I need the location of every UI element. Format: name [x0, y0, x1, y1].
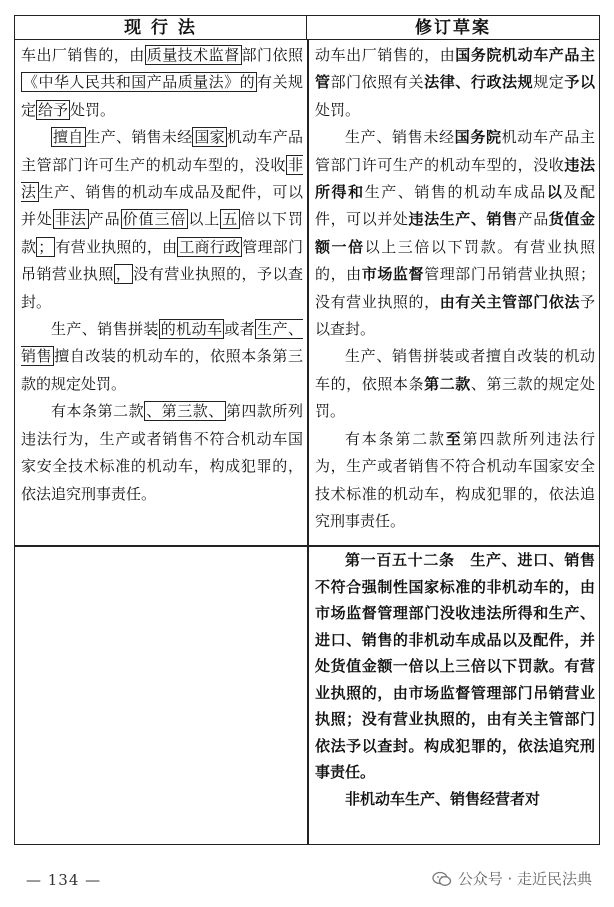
current-paragraph-3: 生产、销售拼装 的机动车 或者 生产、销售 擅自改装的机动车的，依照本条第三款的规定处罚。 — [21, 320, 303, 393]
watermark-text: 公众号 · 走近民法典 — [457, 870, 592, 888]
header-draft-revision: 修订草案 — [307, 16, 599, 40]
page-number: — 134 — — [26, 871, 102, 889]
draft-paragraph-2: 生产、销售未经国务院机动车产品主管部门许可生产的机动车型的，没收违法所得和生产、销售的机动车成品以及配件，可以并处违法生产、销售产品货值金额一倍以上三倍以下罚款。有营业执照的，由市场监督管理部门吊销营业执照；没有营业执照的，由有关主管部门依法予以查封。 — [315, 128, 595, 339]
current-paragraph-2: 擅自 生产、销售未经 国家 机动车产品主管部门许可生产的机动车型的，没收 非法 生产、销售的机动车成品及配件，可以并处 非法 产品 价值三倍 以上 五 倍以下罚款 ； 有营业执照的，由 工商行政 管理部门吊销营业执照 ， 没有营业执照的，予以查封。 — [21, 128, 303, 311]
draft-revision-cell — [309, 42, 599, 545]
draft-paragraph-3: 生产、销售拼装或者擅自改装的机动车的，依照本条第二款、第三款的规定处罚。 — [315, 347, 595, 421]
draft-paragraph-4: 有本条第二款至第四款所列违法行为，生产或者销售不符合机动车国家安全技术标准的机动车，构成犯罪的，依法追究刑事责任。 — [315, 429, 595, 530]
current-paragraph-4: 有本条第二款 、第三款、 第四款所列违法行为，生产或者销售不符合机动车国家安全技术标准的机动车，构成犯罪的，依法追究刑事责任。 — [21, 402, 303, 503]
current-law-cell — [15, 42, 307, 545]
current-law-empty-cell — [15, 547, 307, 844]
wechat-watermark — [432, 868, 592, 889]
draft-article-continuation: 非机动车生产、销售经营者对 — [345, 789, 541, 808]
draft-article-152: 第一百五十二条 生产、进口、销售不符合强制性国家标准的非机动车的，由市场监督管理部门没收违法所得和生产、进口、销售的非机动车成品以及配件，并处货值金额一倍以上三倍以下罚款。有营业执照的，由市场监督管理部门吊销营业执照；没有营业执照的，由有关主管部门依法予以查封。构成犯罪的，依法追究刑事责任。 — [315, 551, 595, 781]
draft-new-article-cell — [309, 547, 599, 844]
wechat-icon — [432, 871, 452, 887]
comparison-table — [14, 15, 600, 845]
header-current-law: 现 行 法 — [15, 16, 307, 40]
current-paragraph-1: 车出厂销售的，由 质量技术监督 部门依照《中华人民共和国产品质量法》的 有关规定 给予 处罚。 — [21, 46, 303, 119]
draft-paragraph-1: 动车出厂销售的，由国务院机动车产品主管部门依照有关法律、行政法规规定予以处罚。 — [315, 46, 595, 119]
